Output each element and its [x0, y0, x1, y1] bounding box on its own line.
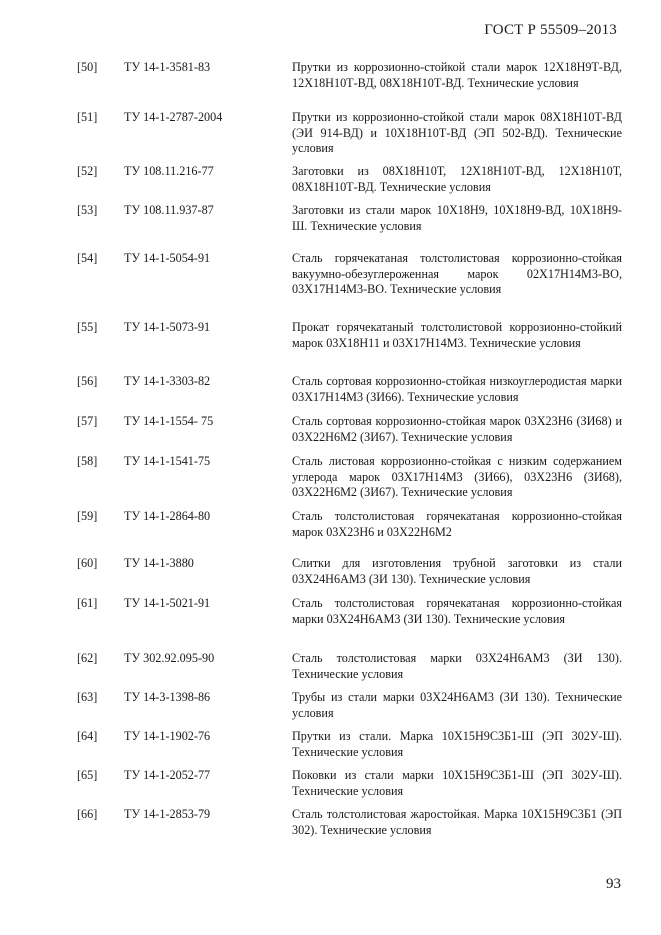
reference-code: ТУ 14-3-1398-86 [124, 690, 211, 704]
reference-number: [57] [77, 414, 98, 428]
reference-description: Сталь сортовая коррозионно-стойкая марок 03Х23Н6 (ЗИ68) и 03Х22Н6М2 (ЗИ67). Технические условия [292, 414, 622, 444]
reference-description: Прутки из коррозионно-стойкой стали марок 12Х18Н9Т-ВД, 12Х18Н10Т-ВД, 08Х18Н10Т-ВД. Технические условия [292, 60, 622, 90]
reference-code: ТУ 14-1-5054-91 [124, 251, 211, 265]
reference-code: ТУ 14-1-5021-91 [124, 596, 211, 610]
reference-description: Прутки из стали. Марка 10Х15Н9С3Б1-Ш (ЭП 302У-Ш). Технические условия [292, 729, 622, 759]
reference-number: [62] [77, 651, 98, 665]
reference-number: [52] [77, 164, 98, 178]
reference-description: Сталь толстолистовая горячекатаная коррозионно-стойкая марок 03Х23Н6 и 03Х22Н6М2 [292, 509, 622, 539]
reference-description: Прутки из коррозионно-стойкой стали марок 08Х18Н10Т-ВД (ЭИ 914-ВД) и 10Х18Н10Т-ВД (ЭП 502-ВД). Технические условия [292, 110, 622, 155]
reference-number: [53] [77, 203, 98, 217]
reference-number: [59] [77, 509, 98, 523]
reference-code: ТУ 14-1-2787-2004 [124, 110, 223, 124]
reference-number: [64] [77, 729, 98, 743]
reference-number: [65] [77, 768, 98, 782]
reference-description: Трубы из стали марки 03Х24Н6АМ3 (ЗИ 130). Технические условия [292, 690, 622, 720]
reference-code: ТУ 14-1-1902-76 [124, 729, 211, 743]
reference-description: Сталь толстолистовая жаростойкая. Марка 10Х15Н9С3Б1 (ЭП 302). Технические условия [292, 807, 622, 837]
reference-code: ТУ 14-1-1554- 75 [124, 414, 214, 428]
reference-code: ТУ 14-1-3303-82 [124, 374, 211, 388]
reference-number: [63] [77, 690, 98, 704]
reference-description: Сталь толстолистовая горячекатаная коррозионно-стойкая марки 03Х24Н6АМ3 (ЗИ 130). Технические условия [292, 596, 622, 626]
reference-number: [50] [77, 60, 98, 74]
reference-number: [51] [77, 110, 98, 124]
reference-code: ТУ 14-1-1541-75 [124, 454, 211, 468]
reference-number: [58] [77, 454, 98, 468]
page-number: 93 [606, 876, 621, 892]
reference-description: Слитки для изготовления трубной заготовки из стали 03Х24Н6АМ3 (ЗИ 130). Технические условия [292, 556, 622, 586]
reference-description: Сталь сортовая коррозионно-стойкая низкоуглеродистая марки 03Х17Н14М3 (ЗИ66). Технические условия [292, 374, 622, 404]
reference-description: Поковки из стали марки 10Х15Н9С3Б1-Ш (ЭП 302У-Ш). Технические условия [292, 768, 622, 798]
reference-code: ТУ 14-1-2864-80 [124, 509, 211, 523]
reference-description: Заготовки из 08Х18Н10Т, 12Х18Н10Т-ВД, 12Х18Н10Т, 08Х18Н10Т-ВД. Технические условия [292, 164, 622, 194]
reference-description: Сталь толстолистовая марки 03Х24Н6АМ3 (ЗИ 130). Технические условия [292, 651, 622, 681]
reference-code: ТУ 14-1-2052-77 [124, 768, 211, 782]
reference-description: Сталь горячекатаная толстолистовая коррозионно-стойкая вакуумно-обезуглероженная марок 02Х17Н14М3-ВО, 03Х17Н14М3-ВО. Технические условия [292, 251, 622, 296]
reference-number: [66] [77, 807, 98, 821]
reference-description: Прокат горячекатаный толстолистовой коррозионно-стойкий марок 03Х18Н11 и 03Х17Н14М3. Технические условия [292, 320, 622, 350]
reference-number: [56] [77, 374, 98, 388]
reference-code: ТУ 108.11.216-77 [124, 164, 214, 178]
reference-number: [55] [77, 320, 98, 334]
reference-code: ТУ 14-1-2853-79 [124, 807, 211, 821]
reference-number: [60] [77, 556, 98, 570]
reference-code: ТУ 14-1-3880 [124, 556, 194, 570]
reference-number: [54] [77, 251, 98, 265]
reference-number: [61] [77, 596, 98, 610]
reference-code: ТУ 14-1-5073-91 [124, 320, 211, 334]
reference-code: ТУ 302.92.095-90 [124, 651, 215, 665]
reference-description: Заготовки из стали марок 10Х18Н9, 10Х18Н9-ВД, 10Х18Н9-Ш. Технические условия [292, 203, 622, 233]
reference-code: ТУ 108.11.937-87 [124, 203, 214, 217]
reference-code: ТУ 14-1-3581-83 [124, 60, 211, 74]
reference-description: Сталь листовая коррозионно-стойкая с низким содержанием углерода марок 03Х17Н14М3 (ЗИ66), 03Х23Н6 (ЗИ68), 03Х22Н6М2 (ЗИ67). Технические условия [292, 454, 622, 499]
document-id: ГОСТ Р 55509–2013 [484, 22, 617, 38]
